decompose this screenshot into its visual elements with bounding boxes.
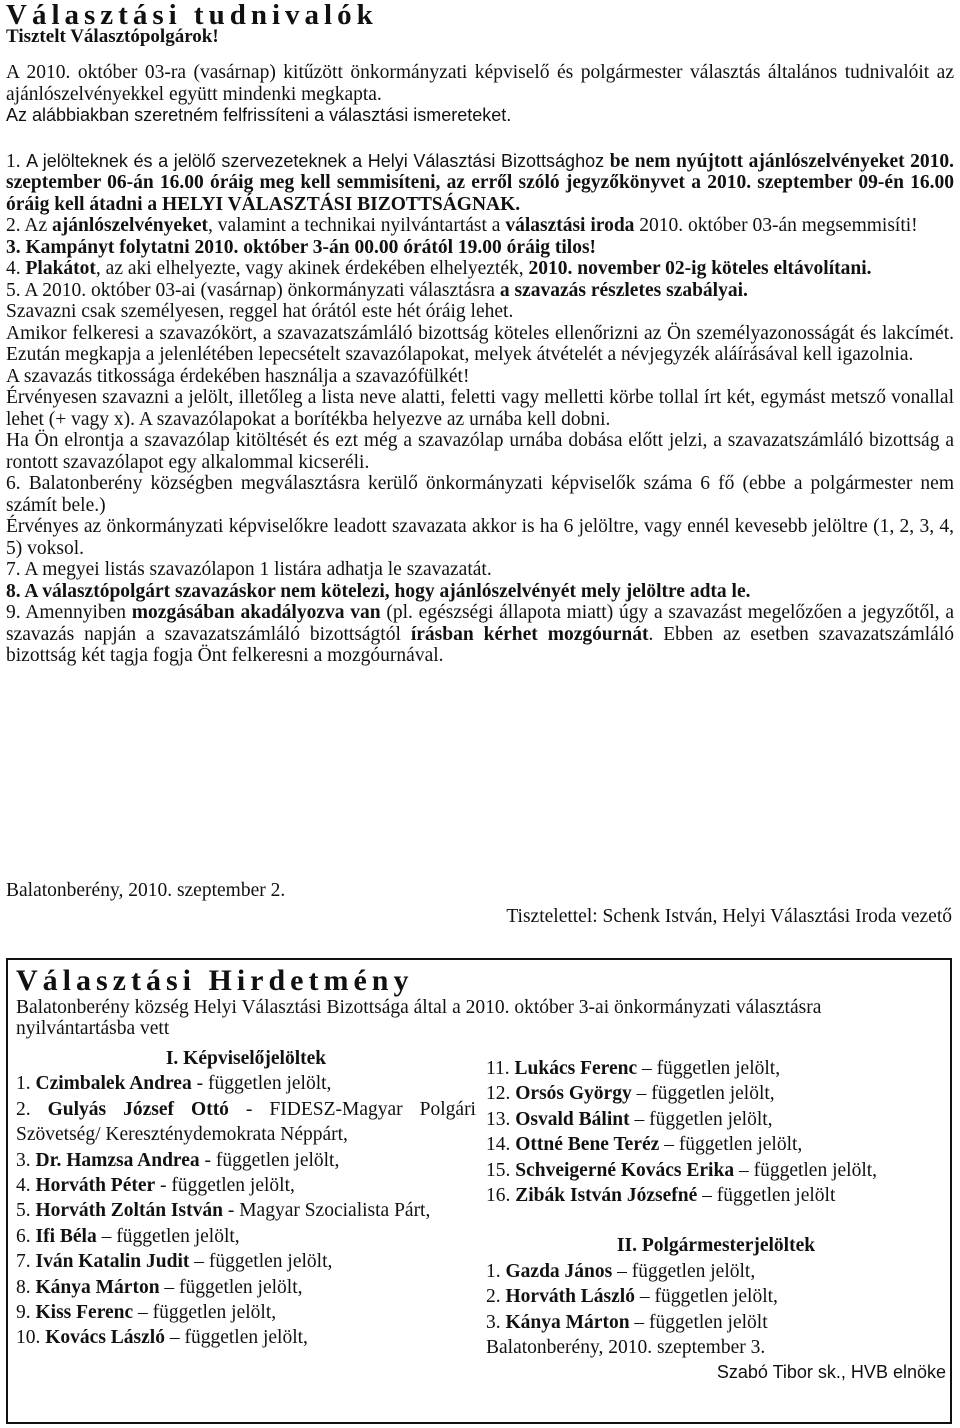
item-5-line-5: Ha Ön elrontja a szavazólap kitöltését és ezt még a szavazólap urnába dobása előtt jelzi, a szavazatszámláló bizottság a rontott szavazólapot egy alkalommal kicseréli. [6, 430, 954, 473]
list-item: 5. Horváth Zoltán István - Magyar Szocialista Párt, [16, 1200, 431, 1222]
item-7: 7. A megyei listás szavazólapon 1 listára adhatja le szavazatát. [6, 559, 492, 580]
list-item: 8. Kánya Márton – független jelölt, [16, 1276, 303, 1298]
item-8: 8. A választópolgárt szavazáskor nem kötelezi, hogy ajánlószelvényét mely jelöltre adta le. [6, 580, 751, 602]
announcement-place-date: Balatonberény, 2010. szeptember 3. [486, 1337, 766, 1359]
item-9: 9. Amennyiben mozgásában akadályozva van (pl. egészségi állapota miatt) úgy a szavazást megelőzően a jegyzőtől, a szavazás napján a szavazatszámláló bizottságtól írásban kérhet mozgóurnát. Ebben az esetben szavazatszámláló bizottság két tagja fogja Önt felkeresni a mozgóurnával. [6, 602, 954, 666]
list-item: 2. Horváth László – független jelölt, [486, 1286, 778, 1308]
item-5-line-3: A szavazás titkossága érdekében használja a szavazófülkét! [6, 365, 470, 387]
intro-paragraph-2: Az alábbiakban szeretném felfrissíteni a választási ismereteket. [6, 105, 512, 125]
announcement-box [6, 958, 952, 1424]
announcement-intro: Balatonberény község Helyi Választási Bizottsága által a 2010. október 3-ai önkormányzati választásra nyilvántartásba vett [16, 997, 822, 1039]
notice-body [6, 62, 954, 667]
item-6: 6. Balatonberény községben megválasztásra kerülő önkormányzati képviselők száma 6 fő (ebbe a polgármester nem számít bele.) [6, 473, 954, 516]
list-item: 10. Kovács László – független jelölt, [16, 1327, 308, 1349]
list-item: 3. Kánya Márton – független jelölt [486, 1311, 768, 1333]
list-item: 16. Zibák István Józsefné – független jelölt [486, 1185, 836, 1207]
list-item: 3. Dr. Hamzsa Andrea - független jelölt, [16, 1149, 340, 1171]
list-item: 1. Czimbalek Andrea - független jelölt, [16, 1073, 332, 1095]
council-candidates-left [16, 1046, 476, 1351]
council-heading: I. Képviselőjelöltek [165, 1048, 327, 1069]
notice-place-date: Balatonberény, 2010. szeptember 2. [6, 880, 286, 901]
list-item: 13. Osvald Bálint – független jelölt, [486, 1108, 773, 1130]
item-5: 5. A 2010. október 03-ai (vasárnap) önkormányzati választásra a szavazás részletes szabályai. [6, 279, 748, 301]
list-item: 1. Gazda János – független jelölt, [486, 1260, 756, 1282]
list-item: 9. Kiss Ferenc – független jelölt, [16, 1302, 277, 1324]
item-4: 4. Plakátot, az aki elhelyezte, vagy akinek érdekében elhelyezték, 2010. november 02-ig köteles eltávolítani. [6, 258, 872, 279]
item-2: 2. Az ajánlószelvényeket, valamint a technikai nyilvántartást a választási iroda 2010. október 03-án megsemmisíti! [6, 215, 918, 236]
item-5-line-4: Érvényesen szavazni a jelölt, illetőleg a lista neve alatti, feletti vagy melletti körbe tollal írt két, egymást metsző vonallal lehet (+ vagy x). A szavazólapokat a borítékba helyezve az urnába kell dobni. [6, 387, 954, 430]
notice-signature: Tisztelettel: Schenk István, Helyi Választási Iroda vezető [506, 906, 952, 927]
list-item: 2. Gulyás József Ottó - FIDESZ-Magyar Polgári Szövetség/ Kereszténydemokrata Néppárt, [16, 1098, 476, 1146]
item-3: 3. Kampányt folytatni 2010. október 3-án 00.00 órától 19.00 óráig tilos! [6, 236, 597, 258]
greeting: Tisztelt Választópolgárok! [6, 26, 219, 47]
list-item: 14. Ottné Bene Teréz – független jelölt, [486, 1134, 803, 1156]
council-candidates-right [486, 1056, 946, 1386]
list-item: 4. Horváth Péter - független jelölt, [16, 1175, 295, 1197]
item-5-line-2: Amikor felkeresi a szavazókört, a szavazatszámláló bizottság köteles ellenőrizni az Ön személyazonosságát és lakcímét. Ezután megkapja a jelenlétében lepecsételt szavazólapokat, melyek átvételét a névjegyzék aláírásával kell igazolnia. [6, 322, 954, 365]
mayor-heading: II. Polgármesterjelöltek [616, 1235, 816, 1257]
list-item: 15. Schveigerné Kovács Erika – független jelölt, [486, 1159, 878, 1181]
list-item: 12. Orsós György – független jelölt, [486, 1083, 775, 1105]
notice-title: Választási tudnivalók [6, 0, 378, 31]
announcement-title: Választási Hirdetmény [16, 964, 414, 997]
list-item: 7. Iván Katalin Judit – független jelölt, [16, 1251, 333, 1273]
item-6-line-2: Érvényes az önkormányzati képviselőkre leadott szavazata akkor is ha 6 jelöltre, vagy ennél kevesebb jelöltre (1, 2, 3, 4, 5) voksol. [6, 516, 954, 559]
list-item: 11. Lukács Ferenc – független jelölt, [486, 1058, 781, 1079]
item-1: 1. A jelölteknek és a jelölő szervezeteknek a Helyi Választási Bizottsághoz be nem nyújtott ajánlószelvényeket 2010. szeptember 06-án 16.00 óráig meg kell semmisíteni, az erről szóló jegyzőkönyvet a 2010. szeptember 09-én 16.00 óráig kell átadni a HELYI VÁLASZTÁSI BIZOTTSÁGNAK. [6, 150, 955, 215]
list-item: 6. Ifi Béla – független jelölt, [16, 1225, 240, 1247]
intro-paragraph: A 2010. október 03-ra (vasárnap) kitűzött önkormányzati képviselő és polgármester választás általános tudnivalóit az ajánlószelvényekkel együtt mindenki megkapta. [6, 62, 954, 105]
announcement-signature: Szabó Tibor sk., HVB elnöke [716, 1362, 946, 1383]
item-5-line-1: Szavazni csak személyesen, reggel hat órától este hét óráig lehet. [6, 301, 514, 322]
